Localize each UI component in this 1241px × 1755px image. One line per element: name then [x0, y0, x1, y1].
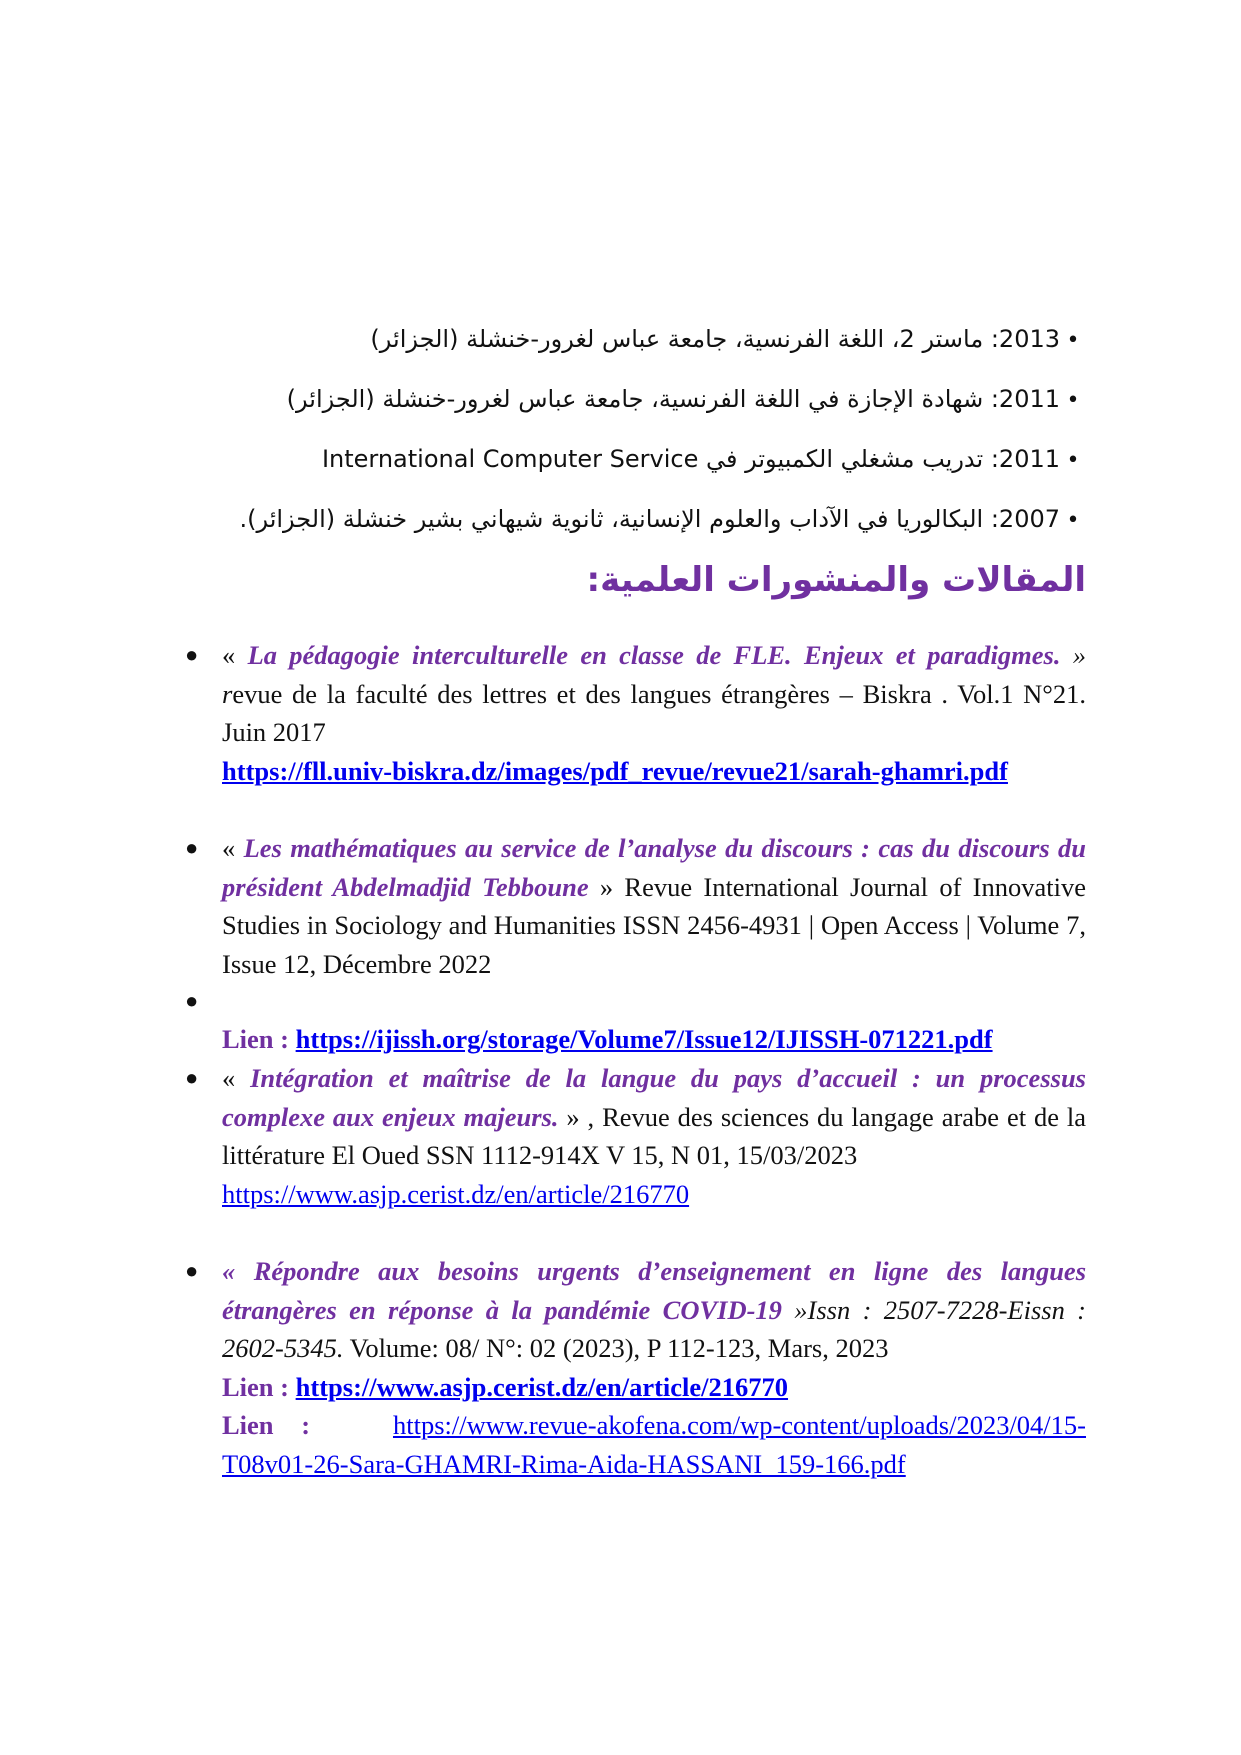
open-quote: «: [222, 833, 244, 863]
publication-details: Revue International Journal of Innovative Studies in Sociology and Humanities ISSN 2456-4931 | Open Access | Volume 7, Issue 12, Décembre 2022: [222, 871, 1086, 979]
publication-item: [185, 1059, 1086, 1213]
publication-link[interactable]: https://fll.univ-biskra.dz/images/pdf_revue/revue21/sarah-ghamri.pdf: [222, 755, 1008, 786]
publication-issn: Issn : 2507-7228-Eissn : 2602-5345.: [222, 1294, 1087, 1363]
lien-label: Lien :: [222, 1410, 338, 1440]
bullet: ●: [185, 1065, 199, 1090]
bullet: •: [1066, 388, 1080, 413]
publication-rest-initial: r: [222, 678, 233, 709]
education-list: [300, 309, 1086, 369]
publication-title: Intégration et maîtrise de la langue du pays d’accueil : un processus complexe aux enjeux majeurs.: [222, 1063, 1086, 1132]
education-item: [300, 309, 1086, 369]
education-list: [239, 489, 1086, 549]
education-item: [300, 429, 1086, 489]
lien-label: Lien :: [222, 1371, 296, 1402]
education-year: 2011: [998, 385, 1060, 413]
close-quote: »: [1060, 640, 1087, 670]
education-list: [300, 429, 1086, 489]
education-year: 2011: [998, 445, 1060, 473]
publication-details: Volume: 08/ N°: 02 (2023), P 112-123, Mars, 2023: [343, 1333, 889, 1363]
bullet: ●: [185, 642, 199, 667]
publication-details: Revue des sciences du langage arabe et de la littérature El Oued SSN 1112-914X V 15, N 01, 15/03/2023: [222, 1101, 1086, 1170]
publication-item: [185, 636, 1087, 790]
publication-title: La pédagogie interculturelle en classe de FLE. Enjeux et paradigmes.: [247, 640, 1061, 670]
publication-item: [185, 1252, 1087, 1483]
section-title: المقالات والمنشورات العلمية:: [586, 560, 1086, 600]
education-text: : البكالوريا في الآداب والعلوم الإنسانية، ثانوية شيهاني بشير خنشلة (الجزائر).: [239, 505, 999, 533]
publication-details: evue de la faculté des lettres et des langues étrangères – Biskra . Vol.1 N°21. Juin 2017: [222, 678, 1086, 747]
open-quote: «: [222, 640, 248, 670]
publication-link[interactable]: https://www.asjp.cerist.dz/en/article/216770: [222, 1178, 690, 1209]
bullet: •: [1066, 328, 1080, 353]
open-quote: «: [222, 1256, 254, 1286]
publication-link-line: [222, 1020, 1086, 1059]
bullet: ●: [185, 1258, 199, 1283]
education-text: : ماستر 2، اللغة الفرنسية، جامعة عباس لغرور-خنشلة (الجزائر): [370, 325, 999, 353]
close-quote: »: [781, 1294, 808, 1325]
bullet: ●: [185, 988, 199, 1013]
education-item: [286, 369, 1086, 429]
open-quote: «: [222, 1063, 251, 1093]
education-year: 2013: [998, 325, 1060, 353]
publication-title: Les mathématiques au service de l’analyse du discours : cas du discours du président Abdelmadjid Tebboune: [222, 833, 1087, 902]
education-text: : تدريب مشغلي الكمبيوتر في International Computer Service: [321, 445, 999, 473]
close-quote: » ,: [558, 1101, 603, 1132]
publication-link-2[interactable]: https://www.revue-akofena.com/wp-content/uploads/2023/04/15-T08v01-26-Sara-GHAMRI-Rima-Aida-HASSANI_159-166.pdf: [222, 1410, 1086, 1479]
education-text: : شهادة الإجازة في اللغة الفرنسية، جامعة عباس لغرور-خنشلة (الجزائر): [286, 385, 999, 413]
publication-item: [185, 829, 1087, 983]
bullet: •: [1066, 448, 1080, 473]
bullet: ●: [185, 835, 199, 860]
bullet: •: [1066, 508, 1080, 533]
education-list: [286, 369, 1086, 429]
publication-link[interactable]: https://ijissh.org/storage/Volume7/Issue12/IJISSH-071221.pdf: [295, 1024, 993, 1054]
lien-label: Lien :: [222, 1024, 296, 1054]
publication-link[interactable]: https://www.asjp.cerist.dz/en/article/216770: [295, 1371, 789, 1402]
education-item: [239, 489, 1086, 549]
close-quote: »: [588, 871, 625, 902]
publication-title: Répondre aux besoins urgents d’enseignement en ligne des langues étrangères en réponse à la pandémie COVID-19: [222, 1256, 1087, 1325]
education-year: 2007: [998, 505, 1060, 533]
